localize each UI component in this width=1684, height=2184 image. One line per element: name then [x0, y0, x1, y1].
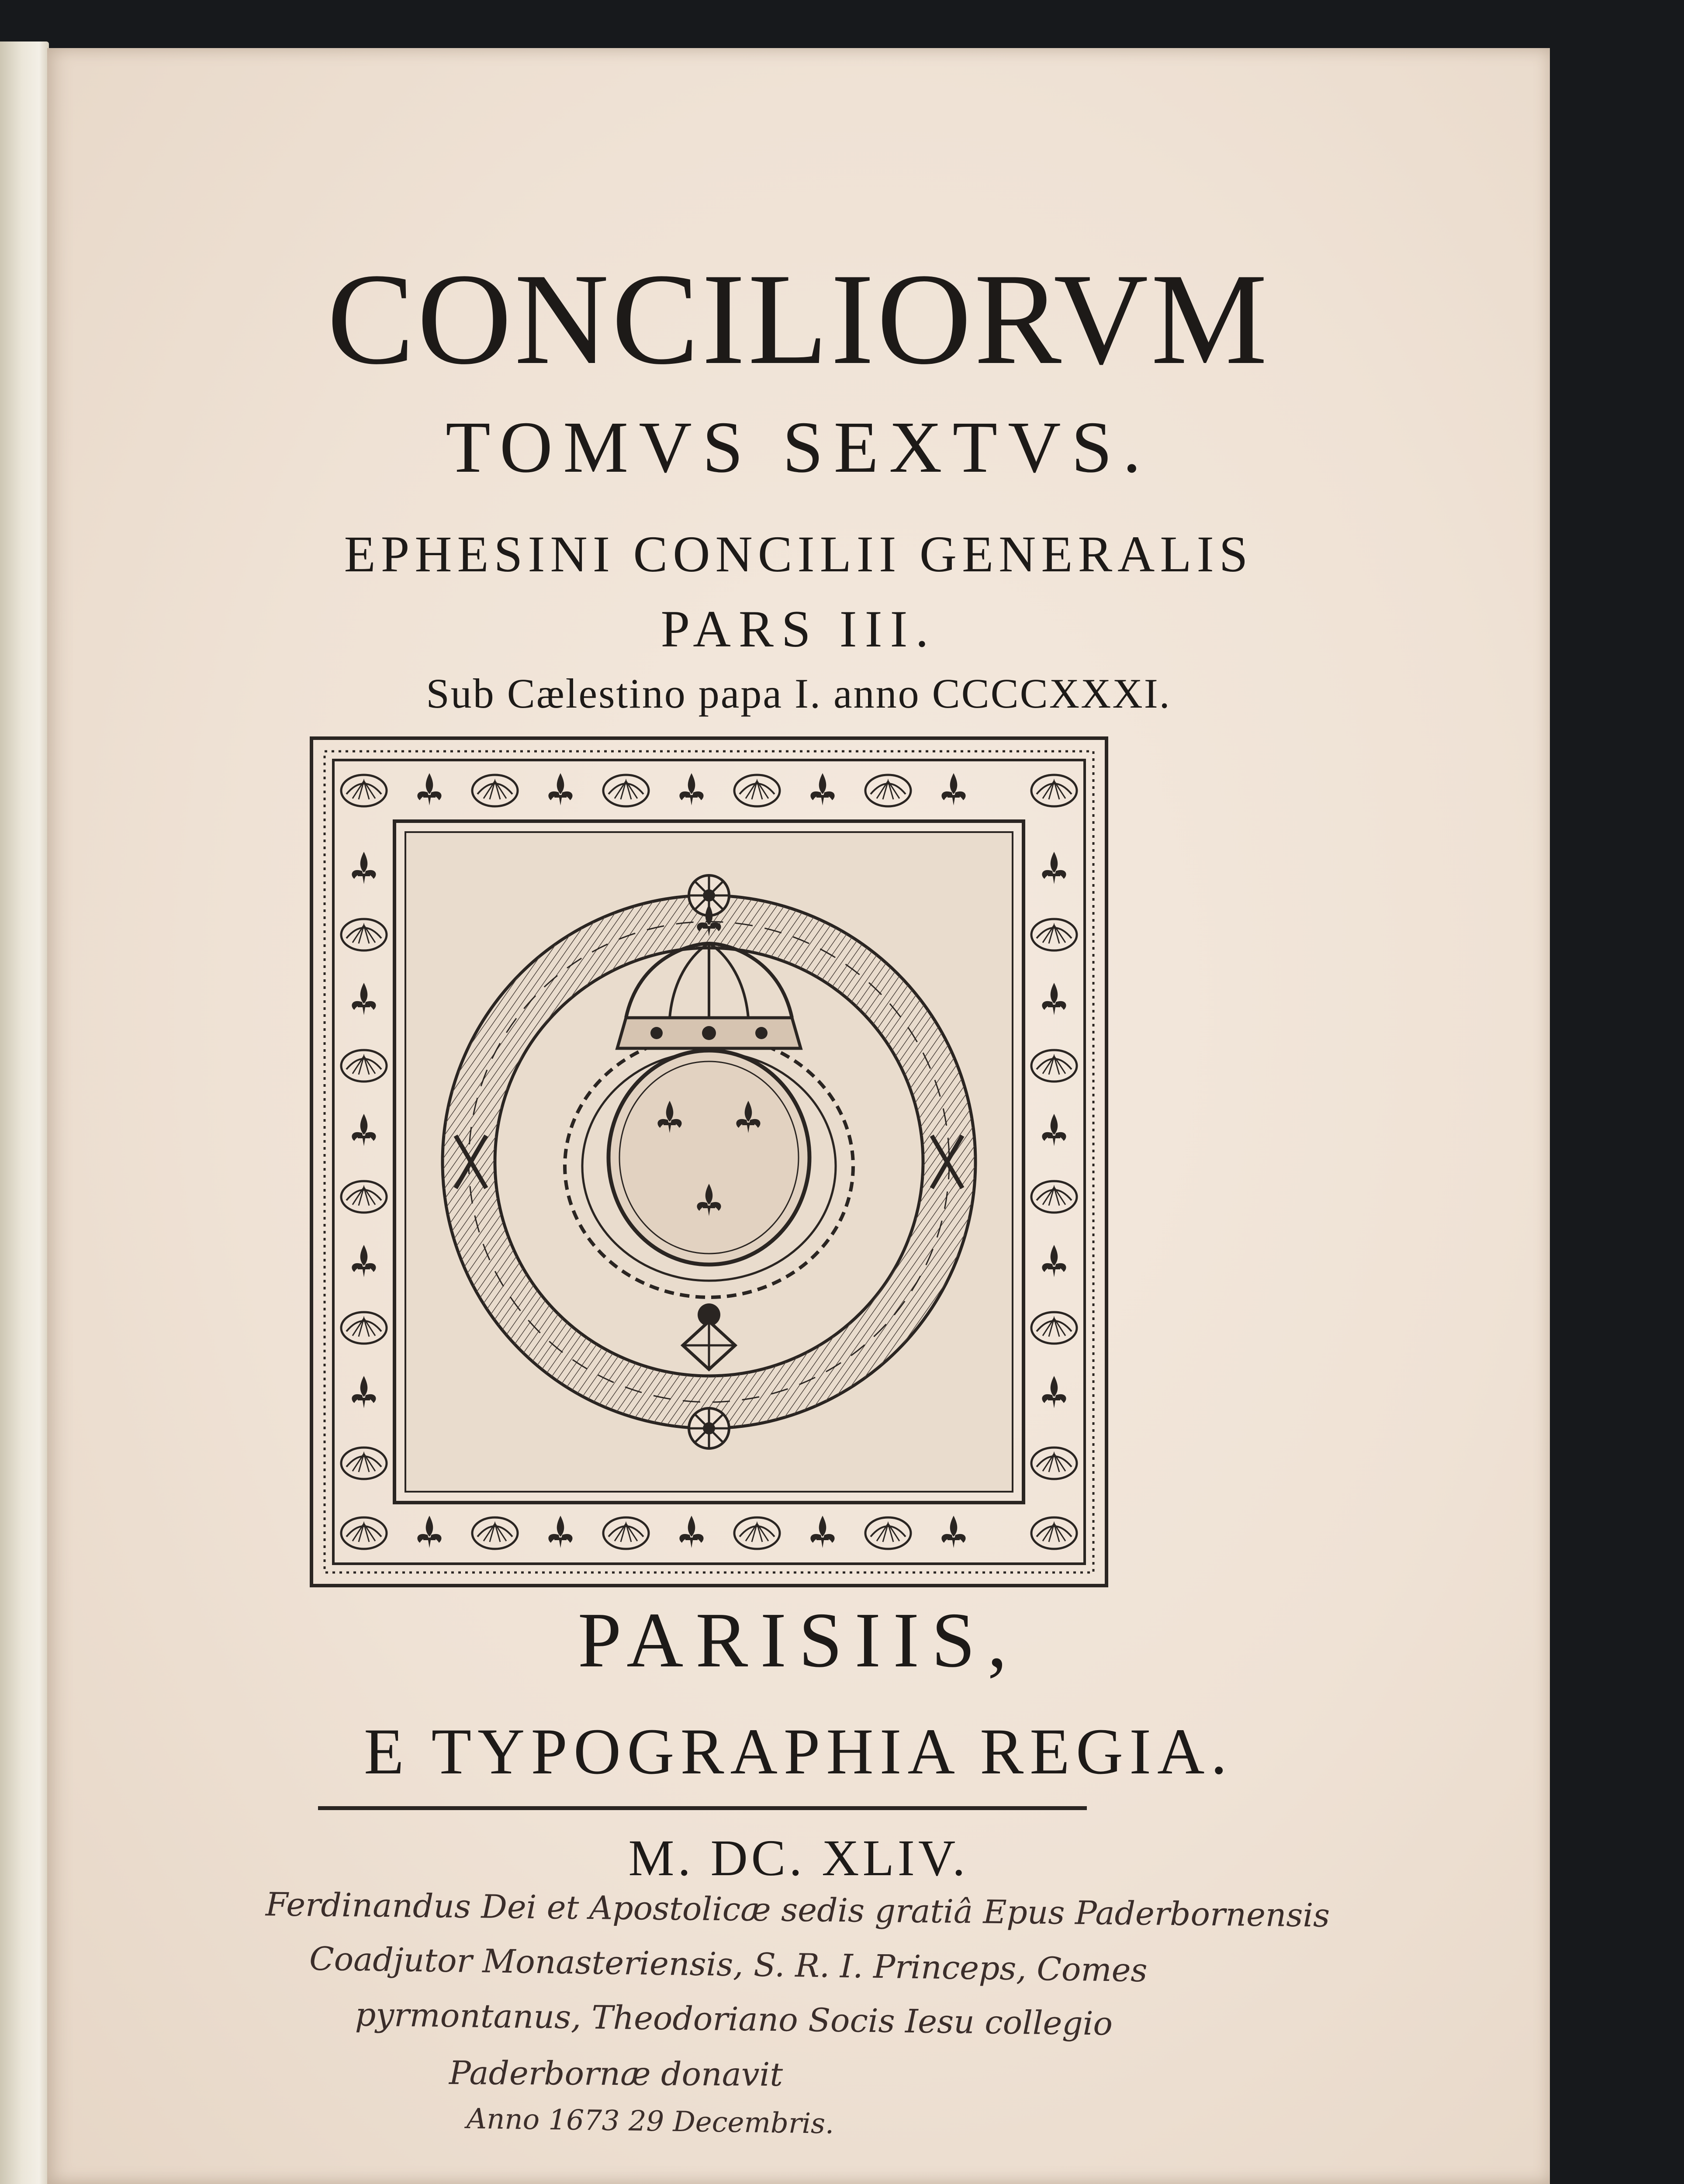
imprint-date: M. DC. XLIV. [628, 1829, 969, 1887]
adjacent-page-edge [0, 41, 49, 2184]
inscription-line: Anno 1673 29 Decembris. [466, 2103, 834, 2140]
inscription-line: pyrmontanus, Theodoriano Socis Iesu collegio [355, 1996, 1113, 2043]
title-page [47, 48, 1550, 2184]
imprint-printer: E TYPOGRAPHIA REGIA. [364, 1715, 1233, 1788]
papacy-note: Sub Cælestino papa I. anno CCCCXXXI. [426, 670, 1171, 717]
inscription-line: Paderbornæ donavit [449, 2054, 783, 2094]
council-subtitle: EPHESINI CONCILII GENERALIS [344, 525, 1253, 583]
inscription-line: Coadjutor Monasteriensis, S. R. I. Princeps, Comes [309, 1940, 1148, 1990]
part-label: PARS III. [660, 600, 937, 658]
handwritten-inscription [47, 48, 1550, 2184]
volume-label: TOMVS SEXTVS. [446, 407, 1151, 488]
imprint-place: PARISIIS, [577, 1597, 1020, 1683]
inscription-line: Ferdinandus Dei et Apostolicæ sedis gratiâ Epus Paderbornensis [265, 1886, 1330, 1935]
book-title: CONCILIORVM [327, 246, 1270, 391]
